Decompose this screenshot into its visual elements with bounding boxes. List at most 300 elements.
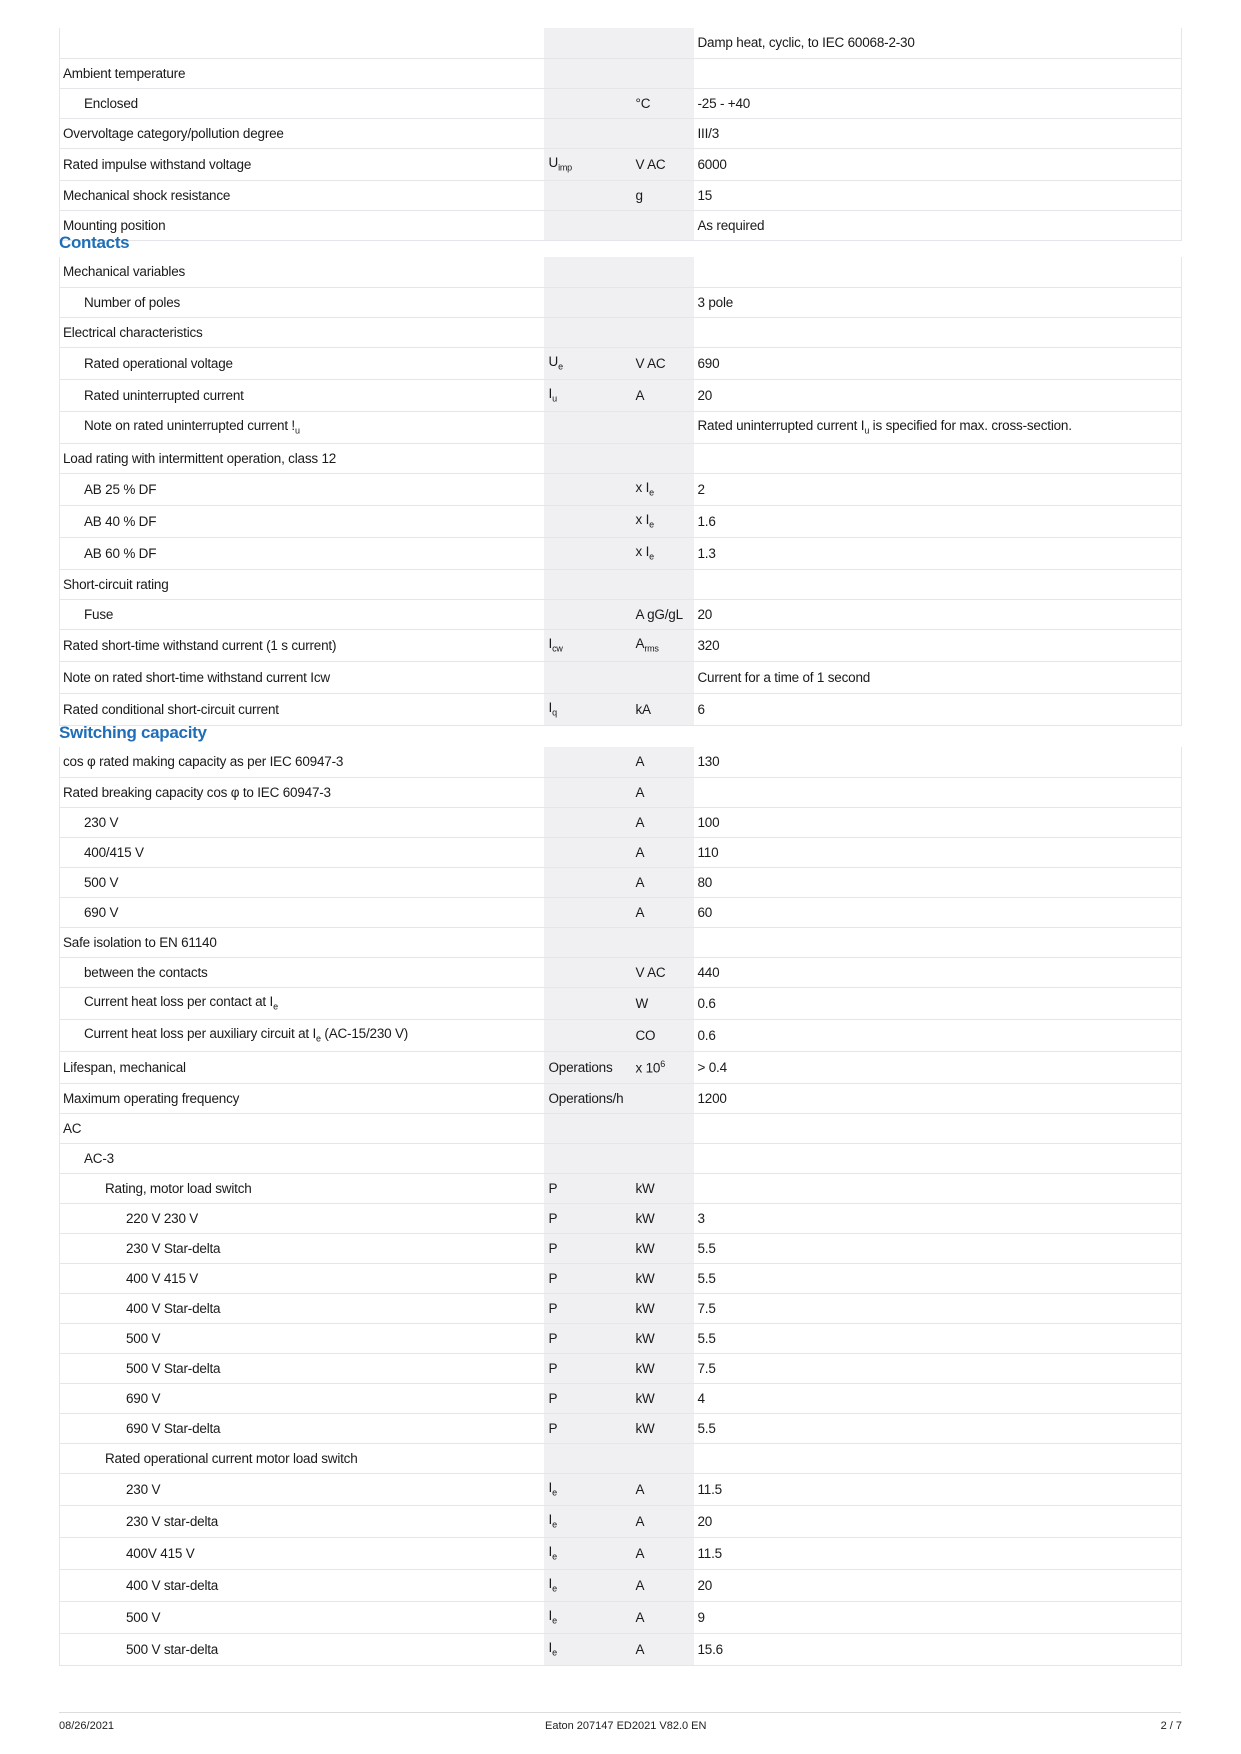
cell-text: between the contacts: [84, 964, 208, 980]
spec-unit: [632, 28, 694, 58]
cell-text: 400V 415 V: [126, 1545, 195, 1561]
cell-subscript: e: [649, 519, 654, 530]
cell-text: P: [548, 1210, 558, 1226]
spec-row: [60, 1383, 1182, 1413]
switching-capacity-table: [59, 747, 1182, 1666]
spec-row: [60, 1233, 1182, 1263]
spec-row: [60, 1143, 1182, 1173]
spec-label: [60, 1443, 544, 1473]
cell-text: Note on rated uninterrupted current !: [84, 418, 295, 434]
spec-value: [694, 1083, 1182, 1113]
cell-text: 20: [697, 606, 713, 622]
cell-text: kA: [635, 701, 651, 717]
spec-row: [60, 505, 1182, 537]
cell-text: 400 V Star-delta: [126, 1300, 221, 1316]
spec-unit: [632, 473, 694, 505]
cell-text: 20: [697, 1513, 713, 1529]
spec-unit: [632, 1383, 694, 1413]
spec-row: [60, 569, 1182, 599]
cell-text: kW: [635, 1390, 655, 1406]
spec-symbol: [544, 1601, 632, 1633]
spec-row: [60, 957, 1182, 987]
spec-symbol: [544, 777, 632, 807]
spec-row: [60, 1083, 1182, 1113]
cell-text: x I: [635, 480, 650, 496]
spec-row: [60, 1353, 1182, 1383]
cell-text: III/3: [697, 125, 720, 141]
cell-text: x 10: [635, 1060, 661, 1076]
cell-text: x I: [635, 512, 650, 528]
spec-value: [694, 1143, 1182, 1173]
spec-row: [60, 257, 1182, 287]
cell-subscript: rms: [644, 643, 659, 654]
section-heading-switching-capacity: Switching capacity: [59, 723, 207, 742]
spec-unit: [632, 537, 694, 569]
spec-unit: [632, 1413, 694, 1443]
spec-unit: [632, 693, 694, 725]
spec-unit: [632, 1113, 694, 1143]
cell-text: A: [635, 904, 645, 920]
contacts-table: [59, 257, 1182, 726]
spec-value: [694, 1413, 1182, 1443]
spec-symbol: [544, 411, 632, 443]
environment-table: [59, 28, 1182, 241]
spec-value: [694, 1233, 1182, 1263]
spec-unit: [632, 88, 694, 118]
cell-text: P: [548, 1300, 558, 1316]
spec-value: [694, 505, 1182, 537]
spec-unit: [632, 1263, 694, 1293]
spec-unit: [632, 1323, 694, 1353]
cell-text: P: [548, 1240, 558, 1256]
spec-value: [694, 1203, 1182, 1233]
spec-unit: [632, 569, 694, 599]
cell-text: AC: [63, 1120, 82, 1136]
spec-value: [694, 1505, 1182, 1537]
spec-row: [60, 661, 1182, 693]
spec-value: [694, 693, 1182, 725]
cell-text: I: [548, 1480, 553, 1496]
spec-symbol: [544, 1323, 632, 1353]
cell-text: P: [548, 1270, 558, 1286]
cell-text: Current heat loss per contact at I: [84, 994, 274, 1010]
spec-unit: [632, 661, 694, 693]
cell-text: AB 40 % DF: [84, 513, 157, 529]
spec-unit: [632, 1443, 694, 1473]
cell-text: A: [635, 874, 645, 890]
spec-row: [60, 347, 1182, 379]
cell-text: Rated uninterrupted current I: [697, 418, 865, 434]
cell-subscript: e: [649, 551, 654, 562]
cell-text: Short-circuit rating: [63, 576, 169, 592]
cell-text: 9: [697, 1609, 705, 1625]
spec-value: [694, 88, 1182, 118]
spec-row: [60, 777, 1182, 807]
cell-subscript: e: [552, 1583, 557, 1594]
cell-text: 2: [697, 481, 705, 497]
cell-text: 220 V 230 V: [126, 1210, 199, 1226]
cell-text: P: [548, 1390, 558, 1406]
spec-unit: [632, 287, 694, 317]
cell-text: kW: [635, 1420, 655, 1436]
cell-text: Overvoltage category/pollution degree: [63, 125, 284, 141]
cell-subscript: e: [552, 1487, 557, 1498]
spec-symbol: [544, 807, 632, 837]
cell-text: 400 V 415 V: [126, 1270, 199, 1286]
spec-symbol: [544, 1353, 632, 1383]
cell-text: I: [548, 386, 553, 402]
cell-text: 0.6: [697, 995, 716, 1011]
cell-text: I: [548, 1608, 553, 1624]
spec-row: [60, 379, 1182, 411]
spec-value: [694, 1633, 1182, 1665]
spec-symbol: [544, 1019, 632, 1051]
cell-text: 690 V: [126, 1390, 161, 1406]
spec-unit: [632, 1537, 694, 1569]
spec-row: [60, 473, 1182, 505]
spec-label: [60, 1383, 544, 1413]
cell-text: 3 pole: [697, 294, 734, 310]
cell-text: Current heat loss per auxiliary circuit at I: [84, 1026, 317, 1042]
cell-text: 6: [697, 701, 705, 717]
cell-text: Lifespan, mechanical: [63, 1059, 186, 1075]
footer-document-id: Eaton 207147 ED2021 V82.0 EN: [545, 1720, 707, 1732]
cell-subscript: e: [649, 487, 654, 498]
spec-symbol: [544, 148, 632, 180]
spec-unit: [632, 1633, 694, 1665]
cell-subscript: e: [558, 361, 563, 372]
cell-text: kW: [635, 1270, 655, 1286]
spec-symbol: [544, 1263, 632, 1293]
cell-text: Rated short-time withstand current (1 s current): [63, 637, 337, 653]
spec-value: [694, 210, 1182, 240]
spec-row: [60, 1113, 1182, 1143]
cell-text: A: [635, 387, 645, 403]
spec-value: [694, 1263, 1182, 1293]
spec-row: [60, 58, 1182, 88]
spec-value: [694, 379, 1182, 411]
spec-row: [60, 1323, 1182, 1353]
cell-text: 500 V star-delta: [126, 1641, 219, 1657]
spec-label: [60, 443, 544, 473]
spec-symbol: [544, 1413, 632, 1443]
spec-symbol: [544, 347, 632, 379]
spec-label: [60, 537, 544, 569]
cell-subscript: q: [552, 707, 557, 718]
cell-text: 4: [697, 1390, 705, 1406]
spec-symbol: [544, 569, 632, 599]
spec-symbol: [544, 897, 632, 927]
cell-superscript: 6: [660, 1058, 666, 1069]
cell-text: Enclosed: [84, 95, 138, 111]
cell-text: 60: [697, 904, 713, 920]
cell-text: A: [635, 1641, 645, 1657]
spec-symbol: [544, 317, 632, 347]
spec-symbol: [544, 1113, 632, 1143]
spec-value: [694, 1173, 1182, 1203]
cell-text: Mounting position: [63, 217, 166, 233]
spec-label: [60, 957, 544, 987]
spec-symbol: [544, 505, 632, 537]
cell-text: Fuse: [84, 606, 114, 622]
cell-text: 440: [697, 964, 720, 980]
spec-unit: [632, 897, 694, 927]
cell-text: 230 V star-delta: [126, 1513, 219, 1529]
spec-label: [60, 569, 544, 599]
footer-date: 08/26/2021: [59, 1720, 115, 1732]
spec-unit: [632, 1353, 694, 1383]
spec-value: [694, 927, 1182, 957]
cell-text: 1200: [697, 1090, 727, 1106]
spec-row: [60, 897, 1182, 927]
spec-symbol: [544, 987, 632, 1019]
spec-symbol: [544, 1293, 632, 1323]
spec-symbol: [544, 1383, 632, 1413]
cell-subscript: e: [552, 1519, 557, 1530]
cell-text: kW: [635, 1240, 655, 1256]
cell-text: A: [635, 1545, 645, 1561]
cell-text: 15.6: [697, 1641, 723, 1657]
spec-label: [60, 1233, 544, 1263]
spec-unit: [632, 180, 694, 210]
cell-text: 80: [697, 874, 713, 890]
spec-symbol: [544, 180, 632, 210]
spec-symbol: [544, 1083, 632, 1113]
spec-label: [60, 505, 544, 537]
spec-value: [694, 443, 1182, 473]
cell-text: 1.6: [697, 513, 716, 529]
cell-text: A: [635, 754, 645, 770]
spec-row: [60, 927, 1182, 957]
cell-text: kW: [635, 1180, 655, 1196]
spec-label: [60, 257, 544, 287]
cell-text: 320: [697, 637, 720, 653]
spec-label: [60, 1293, 544, 1323]
cell-text: cos φ rated making capacity as per IEC 60947-3: [63, 754, 344, 770]
spec-label: [60, 473, 544, 505]
spec-row: [60, 629, 1182, 661]
cell-text: P: [548, 1360, 558, 1376]
cell-text: I: [548, 1576, 553, 1592]
spec-symbol: [544, 747, 632, 777]
cell-text: kW: [635, 1210, 655, 1226]
spec-value: [694, 1293, 1182, 1323]
cell-text: I: [548, 700, 553, 716]
cell-text: 400/415 V: [84, 844, 144, 860]
spec-symbol: [544, 1537, 632, 1569]
cell-text: A: [635, 1577, 645, 1593]
spec-symbol: [544, 537, 632, 569]
spec-label: [60, 1143, 544, 1173]
spec-unit: [632, 987, 694, 1019]
cell-text: 3: [697, 1210, 705, 1226]
cell-text: Load rating with intermittent operation, class 12: [63, 450, 337, 466]
spec-value: [694, 867, 1182, 897]
spec-label: [60, 180, 544, 210]
cell-text: I: [548, 636, 553, 652]
cell-text: Safe isolation to EN 61140: [63, 934, 217, 950]
cell-text: 690 V: [84, 904, 119, 920]
spec-symbol: [544, 927, 632, 957]
cell-text: 500 V: [126, 1609, 161, 1625]
cell-text: 100: [697, 814, 720, 830]
cell-text: Rated operational voltage: [84, 355, 233, 371]
cell-text: Operations: [548, 1059, 613, 1075]
spec-unit: [632, 1293, 694, 1323]
spec-label: [60, 661, 544, 693]
spec-value: [694, 180, 1182, 210]
spec-row: [60, 987, 1182, 1019]
spec-unit: [632, 599, 694, 629]
spec-label: [60, 837, 544, 867]
spec-label: [60, 1019, 544, 1051]
cell-text: 5.5: [697, 1270, 716, 1286]
cell-text: Maximum operating frequency: [63, 1090, 240, 1106]
spec-symbol: [544, 28, 632, 58]
cell-text: Rated conditional short-circuit current: [63, 701, 279, 717]
spec-row: [60, 867, 1182, 897]
cell-text: 130: [697, 754, 720, 770]
spec-row: [60, 1569, 1182, 1601]
spec-symbol: [544, 867, 632, 897]
spec-value: [694, 897, 1182, 927]
spec-unit: [632, 210, 694, 240]
spec-value: [694, 1323, 1182, 1353]
spec-unit: [632, 1143, 694, 1173]
spec-row: [60, 599, 1182, 629]
cell-text: A: [635, 784, 645, 800]
spec-label: [60, 777, 544, 807]
spec-unit: [632, 1083, 694, 1113]
spec-row: [60, 287, 1182, 317]
cell-text: A gG/gL: [635, 606, 683, 622]
spec-unit: [632, 747, 694, 777]
spec-row: [60, 747, 1182, 777]
spec-value: [694, 58, 1182, 88]
cell-text: V AC: [635, 355, 666, 371]
spec-label: [60, 1083, 544, 1113]
cell-text: Damp heat, cyclic, to IEC 60068-2-30: [697, 35, 915, 51]
cell-text: Rated uninterrupted current: [84, 387, 244, 403]
spec-label: [60, 807, 544, 837]
spec-label: [60, 897, 544, 927]
spec-value: [694, 347, 1182, 379]
spec-row: [60, 1173, 1182, 1203]
cell-text: > 0.4: [697, 1059, 727, 1075]
cell-text: 20: [697, 1577, 713, 1593]
spec-row: [60, 1443, 1182, 1473]
cell-text: Rated operational current motor load switch: [105, 1450, 358, 1466]
spec-label: [60, 1353, 544, 1383]
spec-row: [60, 1601, 1182, 1633]
spec-label: [60, 148, 544, 180]
spec-label: [60, 629, 544, 661]
spec-value: [694, 317, 1182, 347]
spec-row: [60, 837, 1182, 867]
spec-row: [60, 118, 1182, 148]
spec-unit: [632, 317, 694, 347]
spec-unit: [632, 837, 694, 867]
cell-text: 230 V: [126, 1481, 161, 1497]
spec-value: [694, 148, 1182, 180]
spec-symbol: [544, 257, 632, 287]
spec-value: [694, 569, 1182, 599]
cell-text: Mechanical variables: [63, 264, 186, 280]
spec-label: [60, 1505, 544, 1537]
cell-text: Mechanical shock resistance: [63, 187, 231, 203]
section-heading-contacts: Contacts: [59, 233, 130, 252]
spec-label: [60, 1601, 544, 1633]
spec-row: [60, 1051, 1182, 1083]
cell-text-tail: (AC-15/230 V): [320, 1026, 409, 1042]
cell-text-tail: is specified for max. cross-section.: [869, 418, 1072, 434]
spec-value: [694, 1051, 1182, 1083]
cell-text: 11.5: [697, 1545, 722, 1561]
spec-unit: [632, 957, 694, 987]
cell-text: Current for a time of 1 second: [697, 669, 871, 685]
spec-row: [60, 88, 1182, 118]
spec-row: [60, 1293, 1182, 1323]
cell-text: 110: [697, 844, 719, 860]
cell-text: Rated breaking capacity cos φ to IEC 60947-3: [63, 784, 331, 800]
cell-text: Rated impulse withstand voltage: [63, 156, 252, 172]
spec-symbol: [544, 629, 632, 661]
cell-text: As required: [697, 217, 765, 233]
spec-unit: [632, 867, 694, 897]
spec-value: [694, 661, 1182, 693]
spec-row: [60, 411, 1182, 443]
spec-value: [694, 1353, 1182, 1383]
spec-unit: [632, 1233, 694, 1263]
cell-text: V AC: [635, 156, 666, 172]
cell-text: V AC: [635, 964, 666, 980]
cell-text: 230 V Star-delta: [126, 1240, 221, 1256]
cell-text: 0.6: [697, 1027, 716, 1043]
spec-value: [694, 807, 1182, 837]
spec-symbol: [544, 1473, 632, 1505]
cell-text: A: [635, 814, 645, 830]
spec-symbol: [544, 287, 632, 317]
cell-text: A: [635, 636, 645, 652]
cell-text: I: [548, 1512, 553, 1528]
spec-row: [60, 1263, 1182, 1293]
spec-symbol: [544, 1173, 632, 1203]
spec-unit: [632, 379, 694, 411]
spec-value: [694, 777, 1182, 807]
spec-symbol: [544, 473, 632, 505]
footer-page-number: 2 / 7: [1160, 1720, 1182, 1732]
cell-text: W: [635, 995, 649, 1011]
spec-label: [60, 88, 544, 118]
cell-text: CO: [635, 1027, 656, 1043]
spec-unit: [632, 148, 694, 180]
cell-text: Ambient temperature: [63, 65, 186, 81]
spec-symbol: [544, 379, 632, 411]
spec-symbol: [544, 1233, 632, 1263]
spec-label: [60, 1633, 544, 1665]
cell-text: 7.5: [697, 1300, 716, 1316]
spec-unit: [632, 1569, 694, 1601]
spec-label: [60, 747, 544, 777]
cell-subscript: e: [316, 1033, 321, 1044]
spec-value: [694, 629, 1182, 661]
spec-value: [694, 987, 1182, 1019]
spec-row: [60, 317, 1182, 347]
spec-value: [694, 257, 1182, 287]
cell-text: P: [548, 1330, 558, 1346]
spec-unit: [632, 777, 694, 807]
spec-symbol: [544, 1143, 632, 1173]
